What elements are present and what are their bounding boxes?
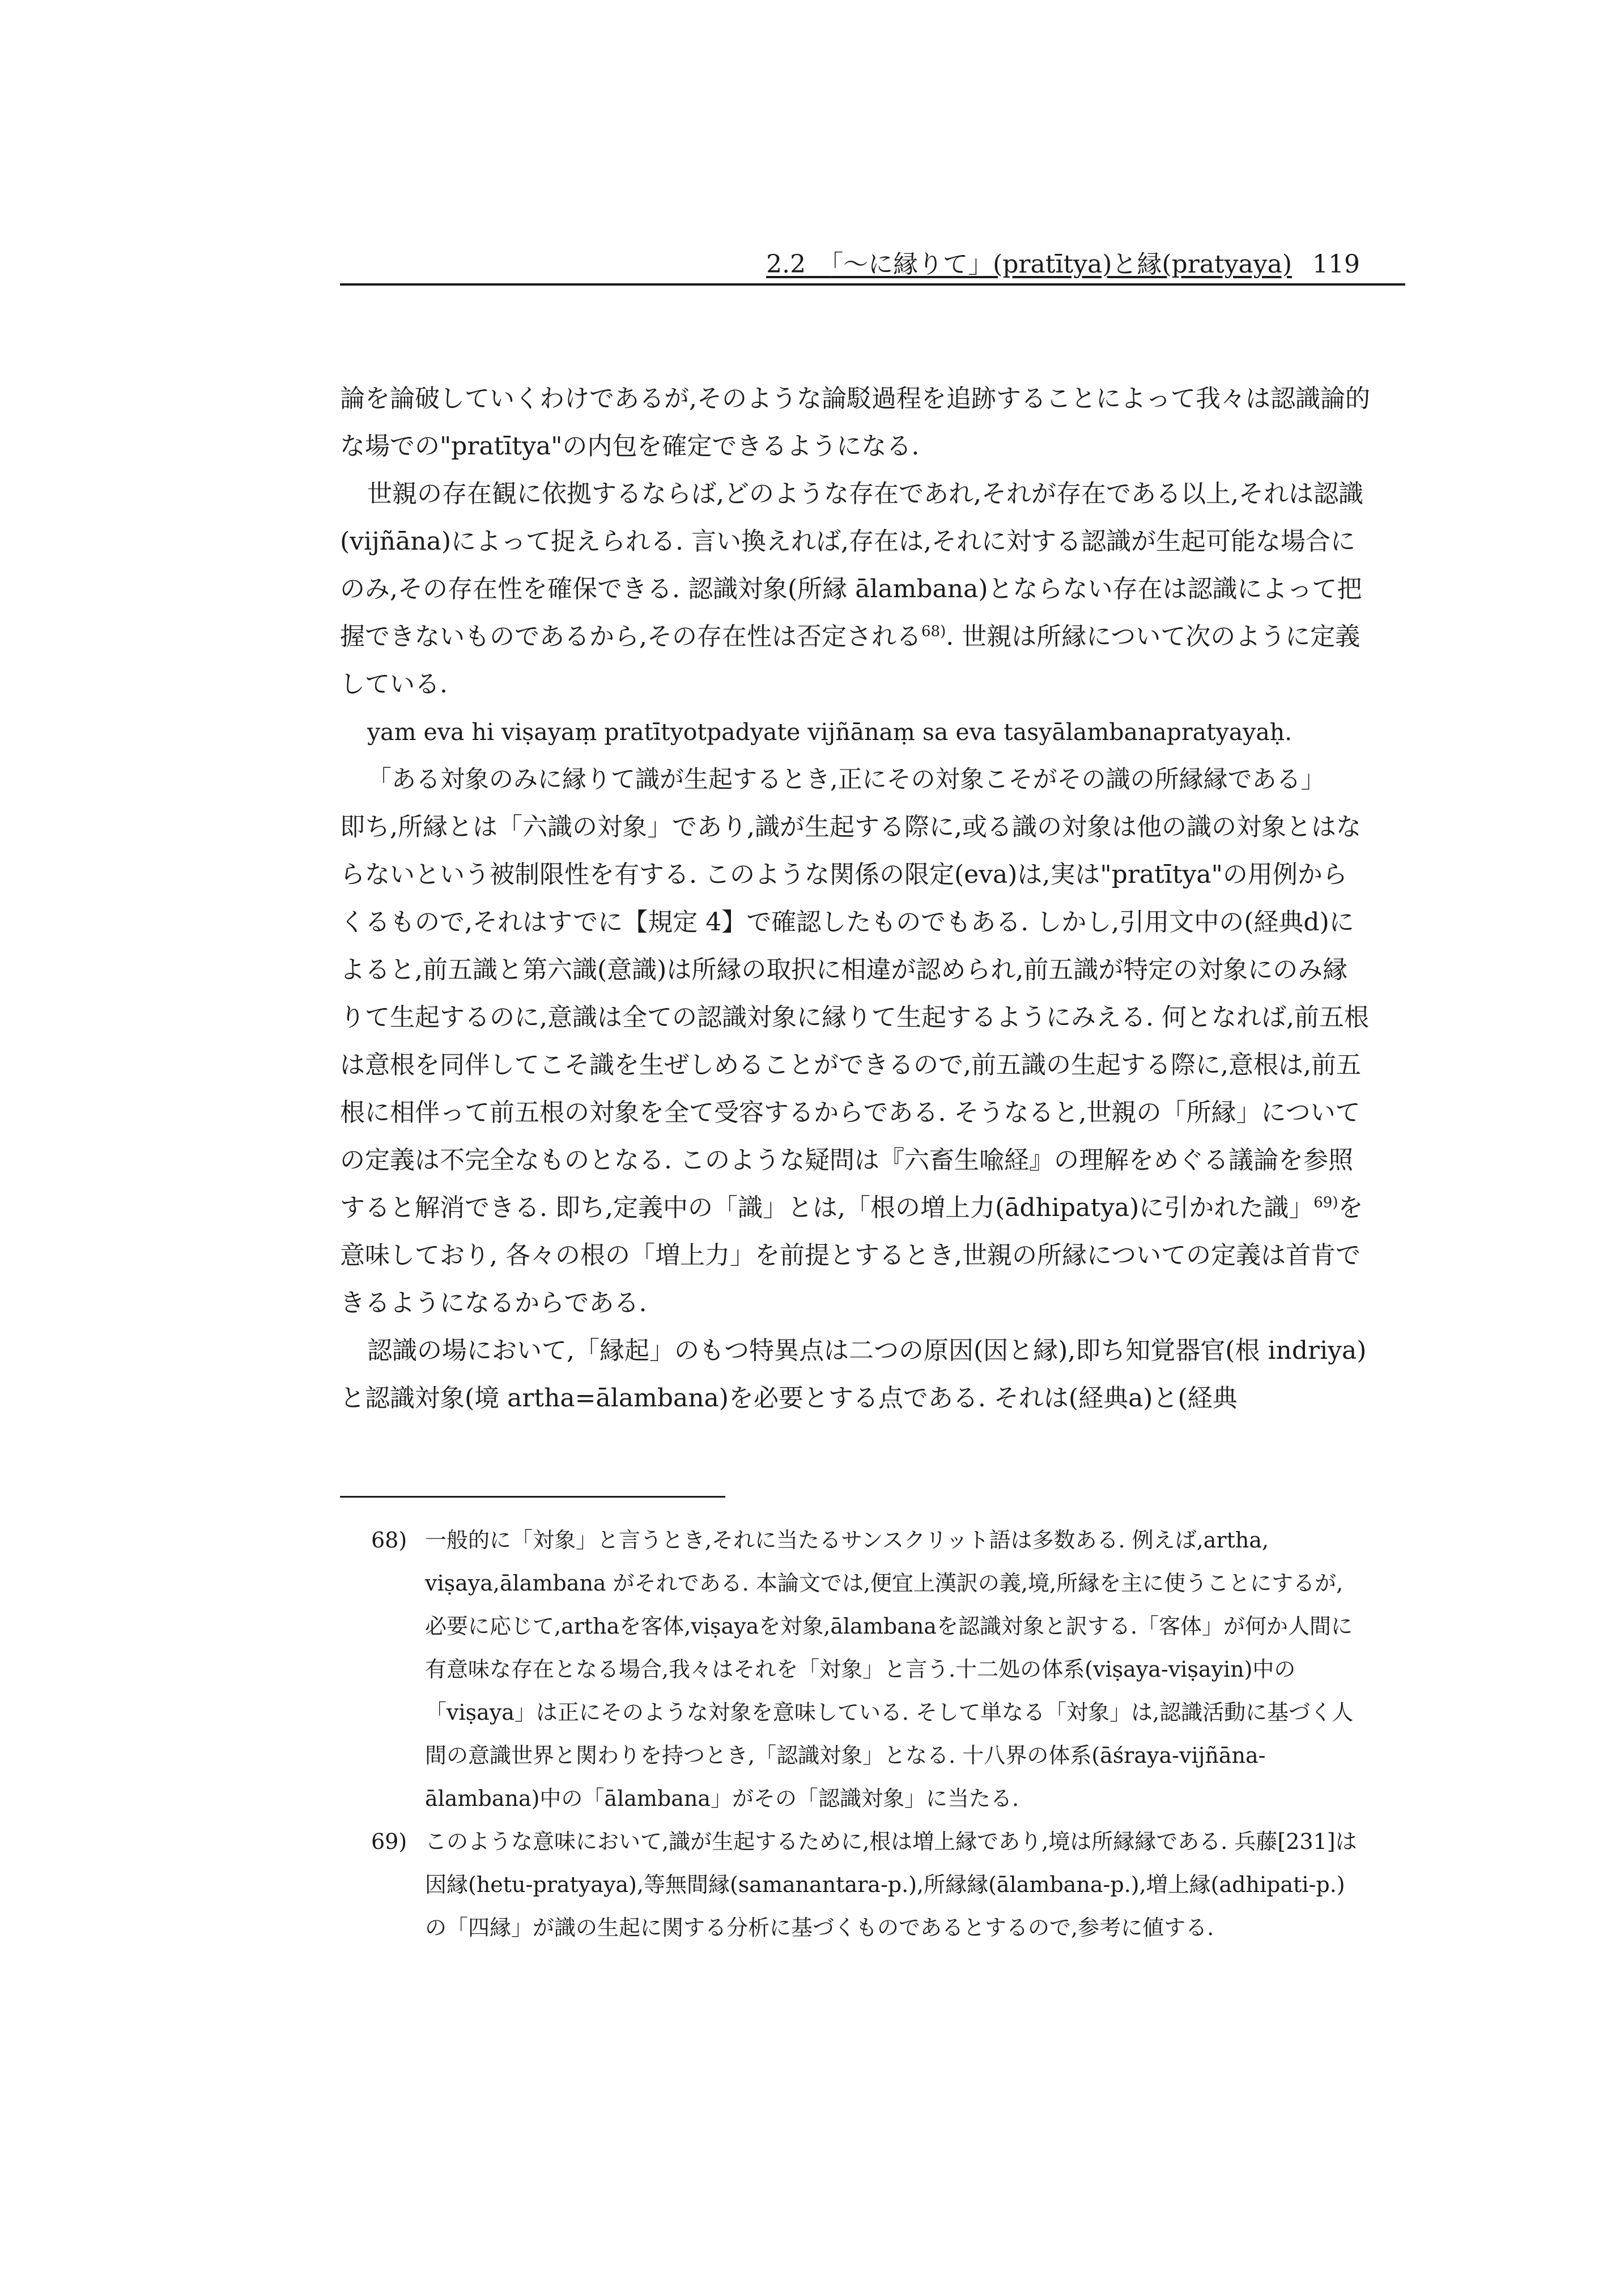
section-number: 2.2	[766, 250, 831, 279]
footnote-ref-69[interactable]: 69)	[1313, 1194, 1338, 1211]
footnote-ref-68[interactable]: 68)	[921, 623, 946, 640]
paragraph-3-text-end: を意味しており, 各々の根の「増上力」を前提とするとき,世親の所縁についての定義は首肯できるようになるからである.	[340, 1193, 1363, 1317]
paragraph-3-text: 即ち,所縁とは「六識の対象」であり,識が生起する際に,或る識の対象は他の識の対象とはならないという被制限性を有する. このような関係の限定(eva)は,実は"pratītya"の用例からくるもので,それはすでに【規定 4】で確認したものでもある. しかし,引用文中の(経典d)によると,前五識と第六識(意識)は所縁の取択に相違が認められ,前五識が特定の対象にのみ縁りて生起するのに,意識は全ての認識対象に縁りて生起するようにみえる. 何となれば,前五根は意根を同伴してこそ識を生ぜしめることができるので,前五識の生起する際に,意根は,前五根に相伴って前五根の対象を全て受容するからである. そうなると,世親の「所縁」についての定義は不完全なものとなる. このような疑問は『六畜生喩経』の理解をめぐる議論を参照すると解消できる. 即ち,定義中の「識」とは,「根の増上力(ādhipatya)に引かれた識」	[340, 813, 1369, 1222]
footnote-68	[371, 1519, 1360, 1820]
footnote-text: このような意味において,識が生起するために,根は増上縁であり,境は所縁縁である. 兵藤[231]は因縁(hetu-pratyaya),等無間縁(samanantara-p.),所縁縁(ālambana-p.),増上縁(adhipati-p.)の「四縁」が識の生起に関する分析に基づくものであるとするので,参考に値する.	[425, 1829, 1357, 1940]
page-number: 119	[1312, 250, 1360, 279]
paragraph-4: 認識の場において,「縁起」のもつ特異点は二つの原因(因と縁),即ち知覚器官(根 indriya)と認識対象(境 artha=ālambana)を必要とする点である. それは(経典a)と(経典	[340, 1336, 1367, 1413]
paragraph-2	[340, 470, 1371, 708]
footnotes	[371, 1519, 1360, 1949]
running-header	[340, 249, 1405, 286]
paragraph-2-text: 世親の存在観に依拠するならば,どのような存在であれ,それが存在である以上,それは認識(vijñāna)によって捉えられる. 言い換えれば,存在は,それに対する認識が生起可能な場合にのみ,その存在性を確保できる. 認識対象(所縁 ālambana)とならない存在は認識によって把握できないものであるから,その存在性は否定される	[340, 479, 1363, 651]
footnote-number: 69)	[371, 1829, 407, 1854]
footnote-divider	[340, 1496, 725, 1498]
footnote-number: 68)	[371, 1528, 407, 1553]
footnote-text: 一般的に「対象」と言うとき,それに当たるサンスクリット語は多数ある. 例えば,artha, viṣaya,ālambana がそれである. 本論文では,便宜上漢訳の義,境,所縁を主に使うことにするが,必要に応じて,arthaを客体,viṣayaを対象,ālambanaを認識対象と訳する.「客体」が何か人間に有意味な存在となる場合,我々はそれを「対象」と言う.十二処の体系(viṣaya-viṣayin)中の「viṣaya」は正にそのような対象を意味している. そして単なる「対象」は,認識活動に基づく人間の意識世界と関わりを持つとき,「認識対象」となる. 十八界の体系(āśraya-vijñāna-ālambana)中の「ālambana」がその「認識対象」に当たる.	[425, 1528, 1354, 1811]
paragraph-3	[340, 803, 1371, 1327]
footnote-69	[371, 1820, 1360, 1949]
body-text	[340, 375, 1371, 1422]
japanese-quote: 「ある対象のみに縁りて識が生起するとき,正にその対象こそがその識の所縁縁である」	[367, 766, 1325, 794]
running-header-text	[766, 249, 1360, 280]
sanskrit-quote: yam eva hi viṣayaṃ pratītyotpadyate vijñānaṃ sa eva tasyālambanapratyayaḥ.	[367, 718, 1293, 746]
paragraph-2-text-end: . 世親は所縁について次のように定義している.	[340, 622, 1361, 699]
paragraph-1: 論を論破していくわけであるが,そのような論駁過程を追跡することによって我々は認識論的な場での"pratītya"の内包を確定できるようになる.	[340, 384, 1370, 461]
section-title: 「～に縁りて」(pratītya)と縁(pratyaya)	[831, 250, 1293, 279]
